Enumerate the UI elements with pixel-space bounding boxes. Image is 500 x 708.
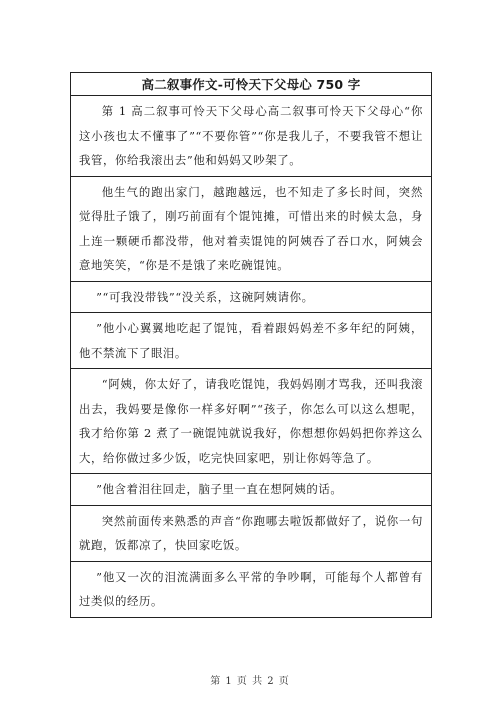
paragraph-4: ”他小心翼翼地吃起了馄饨，看着跟妈妈差不多年纪的阿姨，他不禁流下了眼泪。: [71, 313, 431, 369]
paragraph-6: ”他含着泪往回走，脑子里一直在想阿姨的话。: [71, 474, 431, 506]
page-number: 第 1 页 共 2 页: [210, 676, 290, 687]
paragraph-1: 第 1 高二叙事可怜天下父母心高二叙事可怜天下父母心“你这小孩也太不懂事了”“不要你管”“你是我儿子，不要我管不想让我管，你给我滚出去”他和妈妈又吵架了。: [71, 96, 431, 177]
paragraph-2: 他生气的跑出家门，越跑越远，也不知走了多长时间，突然觉得肚子饿了，刚巧前面有个馄饨摊，可惜出来的时候太急，身上连一颗硬币都没带，他对着卖馄饨的阿姨吞了吞口水，阿姨会意地笑笑，“你是不是饿了来吃碗馄饨。: [71, 177, 431, 282]
paragraph-8: ”他又一次的泪流满面多么平常的争吵啊，可能每个人都曾有过类似的经历。: [71, 562, 431, 618]
paragraph-7: 突然前面传来熟悉的声音“你跑哪去啦饭都做好了，说你一句就跑，饭都凉了，快回家吃饭。: [71, 506, 431, 562]
paragraph-3: ”“可我没带钱”“没关系，这碗阿姨请你。: [71, 282, 431, 314]
paragraph-5: “阿姨，你太好了，请我吃馄饨，我妈妈刚才骂我，还叫我滚出去，我妈要是像你一样多好啊”“孩子，你怎么可以这么想呢，我才给你第 2 煮了一碗馄饨就说我好，你想想你妈妈把你养这么大，给你做过多少饭，吃完快回家吧，别让你妈等急了。: [71, 369, 431, 474]
document-title: 高二叙事作文-可怜天下父母心 750 字: [71, 73, 431, 96]
essay-table: [70, 72, 432, 618]
